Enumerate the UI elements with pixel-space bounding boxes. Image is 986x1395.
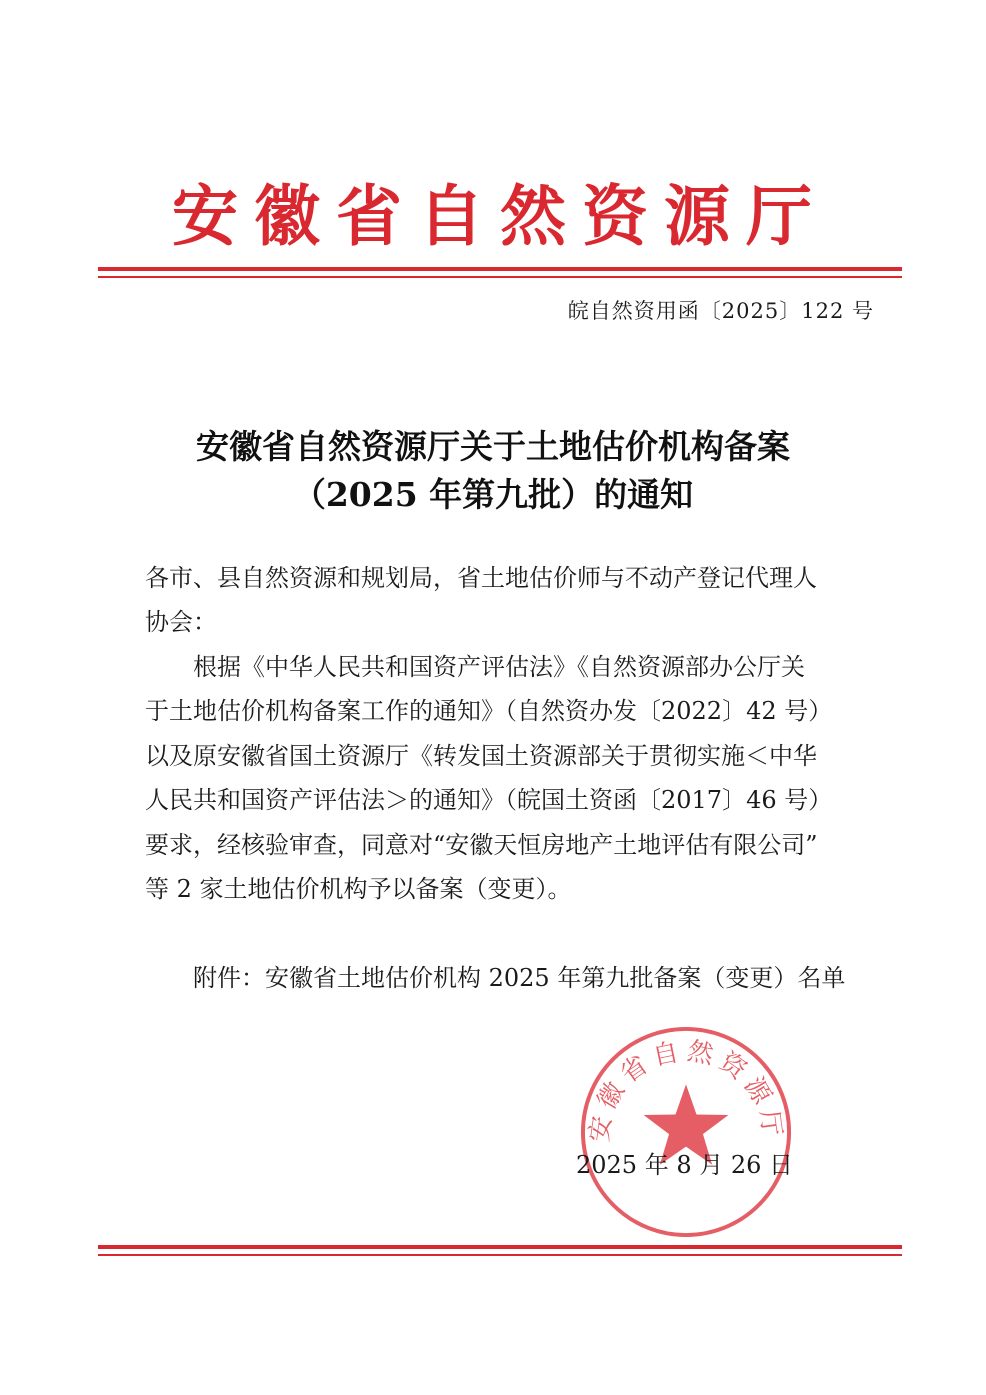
body-line: 以及原安徽省国土资源厅《转发国土资源部关于贯彻实施＜中华	[145, 742, 817, 770]
document-number: 皖自然资用函〔2025〕122 号	[567, 299, 874, 323]
body-line: 要求，经核验审查，同意对“安徽天恒房地产土地评估有限公司”	[145, 831, 818, 859]
letterhead-rule-thick	[98, 267, 902, 271]
letterhead-rule-thin	[98, 276, 902, 278]
letterhead-title: 安徽省自然资源厅	[172, 177, 828, 255]
body-line: 等 2 家土地估价机构予以备案（变更）。	[145, 875, 572, 903]
official-seal	[577, 1023, 795, 1241]
salutation-line-1: 各市、县自然资源和规划局，省土地估价师与不动产登记代理人	[145, 564, 817, 592]
salutation-line-2: 协会：	[145, 608, 217, 636]
body-line: 人民共和国资产评估法＞的通知》（皖国土资函〔2017〕46 号）	[145, 786, 833, 814]
notice-title-line-1: 安徽省自然资源厅关于土地估价机构备案	[196, 427, 790, 466]
body-line: 根据《中华人民共和国资产评估法》《自然资源部办公厅关	[193, 653, 805, 681]
body-line: 于土地估价机构备案工作的通知》（自然资办发〔2022〕42 号）	[145, 697, 833, 725]
notice-title-line-2: （2025 年第九批）的通知	[292, 475, 694, 514]
seal-text: 安徽省自然资源厅	[584, 1036, 788, 1144]
footer-rule-thick	[98, 1245, 902, 1249]
attachment-line: 附件：安徽省土地估价机构 2025 年第九批备案（变更）名单	[193, 964, 846, 992]
issue-date: 2025 年 8 月 26 日	[576, 1151, 794, 1179]
footer-rule-thin	[98, 1254, 902, 1256]
